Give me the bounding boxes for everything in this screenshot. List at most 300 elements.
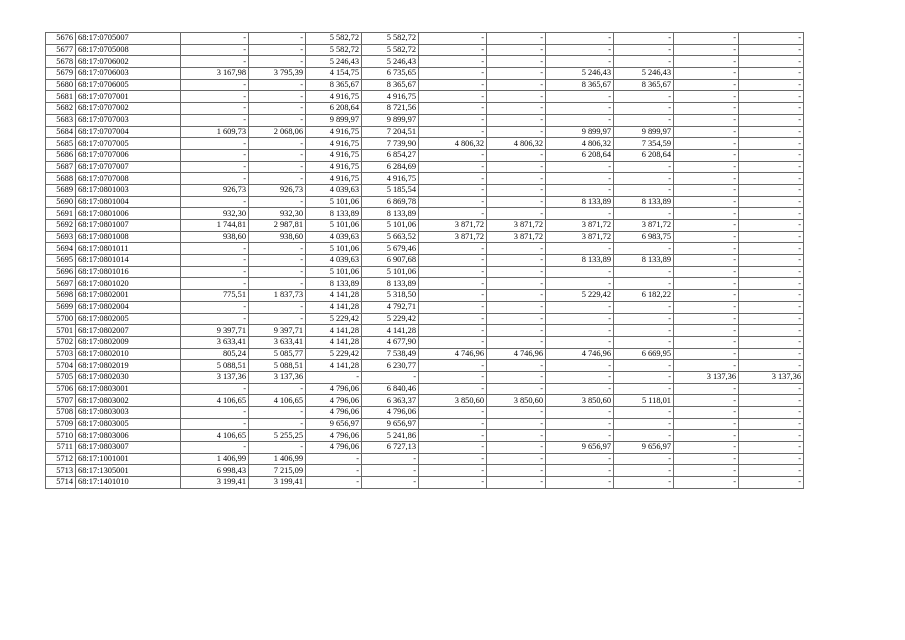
value-cell: - <box>739 383 804 395</box>
value-cell: - <box>739 68 804 80</box>
value-cell: - <box>614 383 674 395</box>
value-cell: - <box>487 255 546 267</box>
value-cell: - <box>674 336 739 348</box>
value-cell: - <box>546 56 614 68</box>
row-number-cell: 5703 <box>46 348 76 360</box>
cadastral-number-cell: 68:17:0803007 <box>76 442 181 454</box>
value-cell: 3 850,60 <box>546 395 614 407</box>
value-cell: - <box>249 173 306 185</box>
value-cell: 5 101,06 <box>306 196 362 208</box>
value-cell: - <box>487 114 546 126</box>
value-cell: - <box>739 395 804 407</box>
value-cell: 8 133,89 <box>614 196 674 208</box>
table-body <box>46 33 804 489</box>
value-cell: 6 230,77 <box>362 360 419 372</box>
value-cell: - <box>674 103 739 115</box>
value-cell: 3 137,36 <box>674 371 739 383</box>
value-cell: - <box>487 313 546 325</box>
value-cell: - <box>487 290 546 302</box>
value-cell: 8 133,89 <box>306 208 362 220</box>
value-cell: - <box>419 453 487 465</box>
value-cell: - <box>181 33 249 45</box>
table-row <box>46 68 804 80</box>
value-cell: - <box>181 149 249 161</box>
value-cell: - <box>487 336 546 348</box>
value-cell: - <box>614 477 674 489</box>
value-cell: - <box>487 383 546 395</box>
table-row <box>46 220 804 232</box>
cadastral-number-cell: 68:17:0707008 <box>76 173 181 185</box>
value-cell: - <box>546 313 614 325</box>
row-number-cell: 5695 <box>46 255 76 267</box>
value-cell: 9 656,97 <box>306 418 362 430</box>
value-cell: - <box>739 348 804 360</box>
value-cell: - <box>674 114 739 126</box>
row-number-cell: 5694 <box>46 243 76 255</box>
value-cell: - <box>419 383 487 395</box>
value-cell: - <box>181 114 249 126</box>
value-cell: - <box>546 103 614 115</box>
value-cell: - <box>546 383 614 395</box>
value-cell: - <box>249 243 306 255</box>
value-cell: 9 397,71 <box>249 325 306 337</box>
cadastral-number-cell: 68:17:0707004 <box>76 126 181 138</box>
value-cell: - <box>614 243 674 255</box>
value-cell: - <box>419 149 487 161</box>
value-cell: 9 656,97 <box>614 442 674 454</box>
table-row <box>46 91 804 103</box>
cadastral-number-cell: 68:17:0803001 <box>76 383 181 395</box>
value-cell: 5 229,42 <box>306 348 362 360</box>
value-cell: - <box>674 68 739 80</box>
value-cell: - <box>306 465 362 477</box>
value-cell: - <box>674 290 739 302</box>
table-row <box>46 325 804 337</box>
value-cell: 9 899,97 <box>362 114 419 126</box>
value-cell: 4 106,65 <box>181 430 249 442</box>
value-cell: - <box>362 477 419 489</box>
row-number-cell: 5700 <box>46 313 76 325</box>
value-cell: - <box>249 278 306 290</box>
cadastral-number-cell: 68:17:0803003 <box>76 407 181 419</box>
table-row <box>46 196 804 208</box>
value-cell: - <box>739 418 804 430</box>
row-number-cell: 5706 <box>46 383 76 395</box>
value-cell: 8 365,67 <box>306 79 362 91</box>
value-cell: - <box>739 79 804 91</box>
value-cell: 4 796,06 <box>362 407 419 419</box>
value-cell: 9 397,71 <box>181 325 249 337</box>
value-cell: 8 365,67 <box>546 79 614 91</box>
value-cell: - <box>546 266 614 278</box>
value-cell: - <box>181 91 249 103</box>
value-cell: - <box>674 255 739 267</box>
value-cell: - <box>181 313 249 325</box>
value-cell: 4 796,06 <box>306 407 362 419</box>
table-row <box>46 184 804 196</box>
value-cell: - <box>419 336 487 348</box>
table-row <box>46 477 804 489</box>
value-cell: - <box>674 477 739 489</box>
value-cell: 3 633,41 <box>181 336 249 348</box>
value-cell: - <box>419 56 487 68</box>
value-cell: 4 796,06 <box>306 395 362 407</box>
value-cell: - <box>419 360 487 372</box>
table-row <box>46 407 804 419</box>
value-cell: - <box>614 184 674 196</box>
value-cell: - <box>487 56 546 68</box>
value-cell: - <box>181 161 249 173</box>
value-cell: 2 987,81 <box>249 220 306 232</box>
value-cell: - <box>739 430 804 442</box>
value-cell: 5 101,06 <box>306 243 362 255</box>
value-cell: - <box>739 184 804 196</box>
value-cell: - <box>181 266 249 278</box>
cadastral-number-cell: 68:17:0801007 <box>76 220 181 232</box>
value-cell: - <box>249 383 306 395</box>
table-row <box>46 430 804 442</box>
value-cell: 4 746,96 <box>419 348 487 360</box>
value-cell: 926,73 <box>181 184 249 196</box>
value-cell: - <box>739 266 804 278</box>
value-cell: - <box>487 360 546 372</box>
value-cell: - <box>487 301 546 313</box>
value-cell: - <box>674 430 739 442</box>
row-number-cell: 5713 <box>46 465 76 477</box>
value-cell: - <box>546 407 614 419</box>
value-cell: - <box>614 371 674 383</box>
cadastral-number-cell: 68:17:0707005 <box>76 138 181 150</box>
value-cell: 4 916,75 <box>306 126 362 138</box>
table-row <box>46 44 804 56</box>
value-cell: - <box>674 79 739 91</box>
value-cell: 4 677,90 <box>362 336 419 348</box>
value-cell: - <box>614 173 674 185</box>
value-cell: 5 582,72 <box>362 44 419 56</box>
value-cell: - <box>739 220 804 232</box>
value-cell: - <box>674 266 739 278</box>
value-cell: - <box>674 442 739 454</box>
value-cell: - <box>614 360 674 372</box>
value-cell: 4 141,28 <box>306 360 362 372</box>
cadastral-number-cell: 68:17:0707001 <box>76 91 181 103</box>
cadastral-number-cell: 68:17:0706003 <box>76 68 181 80</box>
value-cell: - <box>487 430 546 442</box>
value-cell: 1 406,99 <box>249 453 306 465</box>
value-cell: - <box>739 313 804 325</box>
value-cell: 8 365,67 <box>362 79 419 91</box>
cadastral-number-cell: 68:17:0707002 <box>76 103 181 115</box>
value-cell: - <box>419 208 487 220</box>
value-cell: - <box>249 407 306 419</box>
table-row <box>46 255 804 267</box>
value-cell: - <box>249 149 306 161</box>
value-cell: 3 137,36 <box>181 371 249 383</box>
value-cell: 805,24 <box>181 348 249 360</box>
value-cell: 3 850,60 <box>419 395 487 407</box>
value-cell: - <box>614 114 674 126</box>
value-cell: - <box>674 243 739 255</box>
row-number-cell: 5712 <box>46 453 76 465</box>
table-row <box>46 465 804 477</box>
value-cell: - <box>739 161 804 173</box>
cadastral-number-cell: 68:17:0803006 <box>76 430 181 442</box>
value-cell: 4 916,75 <box>306 161 362 173</box>
value-cell: 7 204,51 <box>362 126 419 138</box>
row-number-cell: 5707 <box>46 395 76 407</box>
row-number-cell: 5708 <box>46 407 76 419</box>
value-cell: - <box>614 418 674 430</box>
row-number-cell: 5691 <box>46 208 76 220</box>
value-cell: - <box>546 430 614 442</box>
value-cell: 6 208,64 <box>546 149 614 161</box>
value-cell: 5 101,06 <box>306 220 362 232</box>
value-cell: 5 088,51 <box>181 360 249 372</box>
value-cell: 4 806,32 <box>487 138 546 150</box>
value-cell: 5 088,51 <box>249 360 306 372</box>
row-number-cell: 5685 <box>46 138 76 150</box>
value-cell: - <box>614 465 674 477</box>
value-cell: - <box>249 103 306 115</box>
value-cell: 3 795,39 <box>249 68 306 80</box>
value-cell: - <box>487 68 546 80</box>
value-cell: - <box>487 453 546 465</box>
value-cell: 5 246,43 <box>546 68 614 80</box>
value-cell: - <box>739 360 804 372</box>
data-table <box>45 32 804 489</box>
value-cell: - <box>674 360 739 372</box>
value-cell: - <box>419 173 487 185</box>
value-cell: - <box>739 465 804 477</box>
value-cell: 5 246,43 <box>614 68 674 80</box>
table-row <box>46 79 804 91</box>
value-cell: - <box>487 196 546 208</box>
value-cell: - <box>674 418 739 430</box>
value-cell: - <box>739 325 804 337</box>
row-number-cell: 5678 <box>46 56 76 68</box>
cadastral-number-cell: 68:17:1305001 <box>76 465 181 477</box>
value-cell: - <box>614 91 674 103</box>
value-cell: - <box>674 196 739 208</box>
cadastral-number-cell: 68:17:1001001 <box>76 453 181 465</box>
value-cell: - <box>614 336 674 348</box>
value-cell: - <box>306 453 362 465</box>
cadastral-number-cell: 68:17:0801014 <box>76 255 181 267</box>
value-cell: 4 916,75 <box>362 91 419 103</box>
value-cell: 8 721,56 <box>362 103 419 115</box>
value-cell: - <box>249 196 306 208</box>
value-cell: - <box>419 442 487 454</box>
value-cell: - <box>674 138 739 150</box>
value-cell: - <box>181 44 249 56</box>
value-cell: - <box>546 161 614 173</box>
row-number-cell: 5690 <box>46 196 76 208</box>
value-cell: - <box>546 418 614 430</box>
value-cell: - <box>739 173 804 185</box>
value-cell: - <box>739 149 804 161</box>
value-cell: 3 871,72 <box>419 220 487 232</box>
value-cell: 4 141,28 <box>306 301 362 313</box>
cadastral-number-cell: 68:17:0801016 <box>76 266 181 278</box>
value-cell: 5 246,43 <box>306 56 362 68</box>
value-cell: - <box>674 33 739 45</box>
value-cell: - <box>487 325 546 337</box>
value-cell: 4 796,06 <box>306 442 362 454</box>
value-cell: 5 318,50 <box>362 290 419 302</box>
value-cell: 4 746,96 <box>487 348 546 360</box>
value-cell: 8 133,89 <box>306 278 362 290</box>
value-cell: 3 871,72 <box>419 231 487 243</box>
table-row <box>46 161 804 173</box>
row-number-cell: 5699 <box>46 301 76 313</box>
value-cell: - <box>487 477 546 489</box>
value-cell: 5 255,25 <box>249 430 306 442</box>
value-cell: 932,30 <box>181 208 249 220</box>
row-number-cell: 5682 <box>46 103 76 115</box>
row-number-cell: 5689 <box>46 184 76 196</box>
value-cell: - <box>362 453 419 465</box>
value-cell: - <box>181 301 249 313</box>
cadastral-number-cell: 68:17:0801006 <box>76 208 181 220</box>
value-cell: - <box>487 465 546 477</box>
value-cell: - <box>249 79 306 91</box>
cadastral-number-cell: 68:17:0801003 <box>76 184 181 196</box>
value-cell: - <box>739 336 804 348</box>
value-cell: - <box>249 301 306 313</box>
value-cell: - <box>181 196 249 208</box>
value-cell: - <box>249 138 306 150</box>
value-cell: - <box>614 266 674 278</box>
value-cell: - <box>419 243 487 255</box>
value-cell: - <box>249 418 306 430</box>
value-cell: - <box>181 243 249 255</box>
value-cell: 6 735,65 <box>362 68 419 80</box>
value-cell: - <box>249 442 306 454</box>
row-number-cell: 5704 <box>46 360 76 372</box>
value-cell: - <box>739 138 804 150</box>
table-row <box>46 114 804 126</box>
row-number-cell: 5702 <box>46 336 76 348</box>
value-cell: 4 916,75 <box>306 173 362 185</box>
value-cell: 6 208,64 <box>306 103 362 115</box>
value-cell: - <box>546 453 614 465</box>
value-cell: - <box>739 477 804 489</box>
value-cell: - <box>419 79 487 91</box>
cadastral-number-cell: 68:17:0801020 <box>76 278 181 290</box>
cadastral-number-cell: 68:17:0803002 <box>76 395 181 407</box>
value-cell: 6 983,75 <box>614 231 674 243</box>
value-cell: - <box>546 278 614 290</box>
table-row <box>46 266 804 278</box>
value-cell: - <box>674 348 739 360</box>
row-number-cell: 5714 <box>46 477 76 489</box>
value-cell: - <box>419 91 487 103</box>
table-row <box>46 56 804 68</box>
value-cell: 3 167,98 <box>181 68 249 80</box>
value-cell: 3 871,72 <box>614 220 674 232</box>
value-cell: - <box>674 161 739 173</box>
value-cell: - <box>487 149 546 161</box>
value-cell: - <box>419 68 487 80</box>
value-cell: 926,73 <box>249 184 306 196</box>
value-cell: - <box>674 278 739 290</box>
table-row <box>46 33 804 45</box>
value-cell: 4 141,28 <box>306 336 362 348</box>
value-cell: 3 633,41 <box>249 336 306 348</box>
value-cell: - <box>614 325 674 337</box>
value-cell: - <box>674 173 739 185</box>
value-cell: 9 899,97 <box>546 126 614 138</box>
value-cell: - <box>546 33 614 45</box>
value-cell: - <box>614 453 674 465</box>
value-cell: 8 133,89 <box>546 255 614 267</box>
value-cell: 7 538,49 <box>362 348 419 360</box>
value-cell: - <box>614 208 674 220</box>
cadastral-number-cell: 68:17:0706002 <box>76 56 181 68</box>
value-cell: 3 850,60 <box>487 395 546 407</box>
value-cell: - <box>249 114 306 126</box>
value-cell: 9 899,97 <box>306 114 362 126</box>
value-cell: - <box>739 91 804 103</box>
value-cell: 4 039,63 <box>306 255 362 267</box>
value-cell: 5 582,72 <box>306 33 362 45</box>
value-cell: - <box>674 44 739 56</box>
value-cell: - <box>546 360 614 372</box>
value-cell: 8 133,89 <box>546 196 614 208</box>
table-row <box>46 336 804 348</box>
value-cell: - <box>739 255 804 267</box>
value-cell: - <box>181 383 249 395</box>
value-cell: 4 039,63 <box>306 184 362 196</box>
cadastral-number-cell: 68:17:0802030 <box>76 371 181 383</box>
table-row <box>46 173 804 185</box>
value-cell: - <box>181 173 249 185</box>
value-cell: 4 796,06 <box>306 430 362 442</box>
cadastral-number-cell: 68:17:1401010 <box>76 477 181 489</box>
value-cell: - <box>419 114 487 126</box>
cadastral-number-cell: 68:17:0802005 <box>76 313 181 325</box>
row-number-cell: 5698 <box>46 290 76 302</box>
value-cell: - <box>546 336 614 348</box>
value-cell: - <box>739 56 804 68</box>
value-cell: - <box>419 290 487 302</box>
value-cell: - <box>419 371 487 383</box>
value-cell: 1 837,73 <box>249 290 306 302</box>
value-cell: - <box>181 138 249 150</box>
value-cell: - <box>487 44 546 56</box>
table-row <box>46 360 804 372</box>
value-cell: - <box>419 184 487 196</box>
table-row <box>46 383 804 395</box>
table-row <box>46 371 804 383</box>
value-cell: 9 899,97 <box>614 126 674 138</box>
value-cell: - <box>419 430 487 442</box>
value-cell: - <box>249 255 306 267</box>
value-cell: 3 871,72 <box>487 220 546 232</box>
table-row <box>46 313 804 325</box>
value-cell: 5 185,54 <box>362 184 419 196</box>
cadastral-number-cell: 68:17:0706005 <box>76 79 181 91</box>
value-cell: - <box>249 56 306 68</box>
value-cell: - <box>181 255 249 267</box>
value-cell: - <box>487 79 546 91</box>
value-cell: - <box>739 453 804 465</box>
value-cell: - <box>419 44 487 56</box>
value-cell: 3 137,36 <box>249 371 306 383</box>
value-cell: - <box>487 126 546 138</box>
value-cell: - <box>249 161 306 173</box>
value-cell: 4 792,71 <box>362 301 419 313</box>
